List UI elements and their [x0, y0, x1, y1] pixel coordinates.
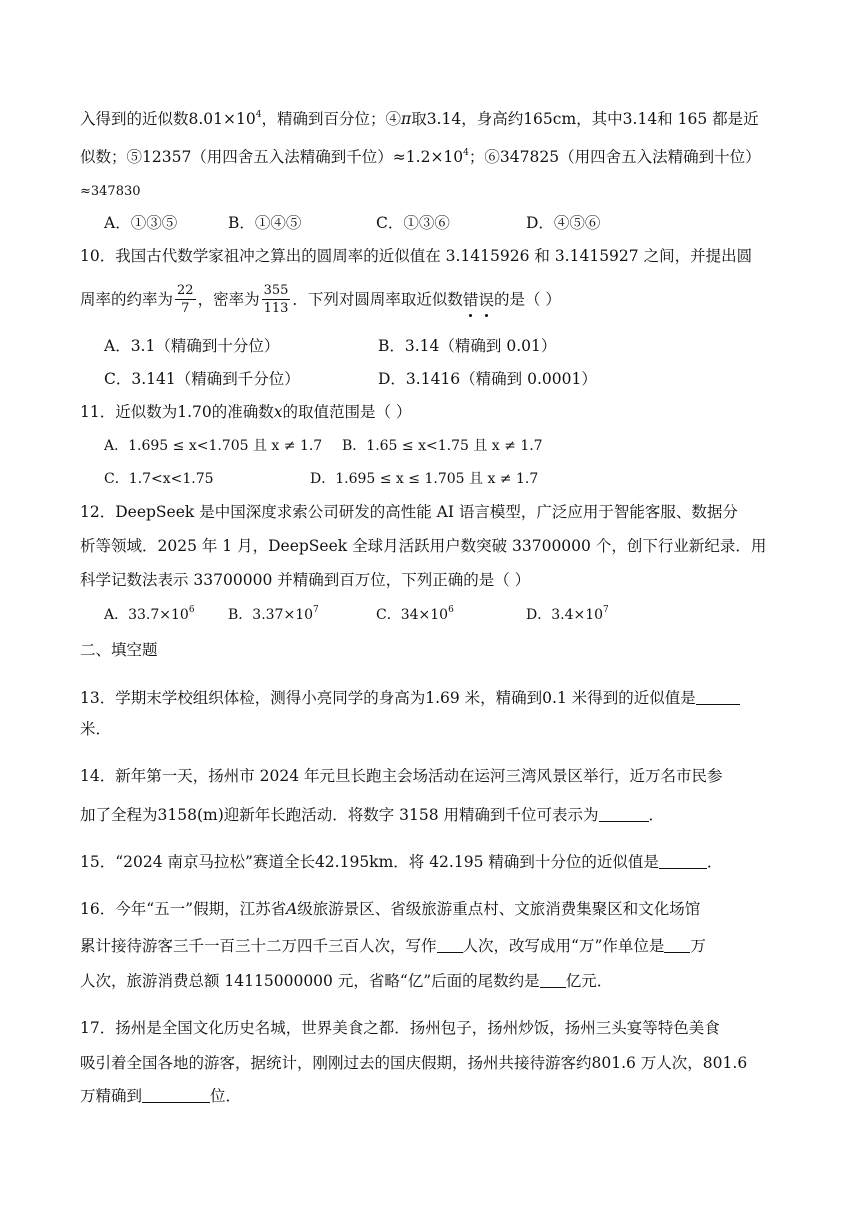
q10-text: 周率的约率为	[80, 290, 174, 309]
emphasis-char: 错	[462, 290, 479, 309]
q9-line-3: ≈347830	[80, 184, 141, 199]
answer-blank[interactable]	[540, 973, 566, 988]
option-label: B．3.37×10	[228, 607, 314, 623]
variable-x: x	[273, 403, 283, 421]
q16-text: 16．今年“五一”假期，江苏省	[80, 900, 287, 918]
q12-line-3: 科学记数法表示 33700000 并精确到百万位，下列正确的是（ ）	[80, 571, 531, 589]
q10-text: ，密率为	[197, 290, 260, 309]
q14-text: ．	[648, 806, 665, 824]
q9-text: ，精确到百分位；④	[261, 110, 401, 128]
q10-option-d: D．3.1416（精确到 0.0001）	[378, 370, 597, 388]
q10-text: ．下列对圆周率取近似数	[292, 290, 463, 309]
option-exponent: 7	[313, 605, 319, 615]
fraction-22-7	[175, 282, 196, 317]
q10-option-a: A．3.1（精确到十分位）	[104, 337, 280, 355]
q9-line-1	[80, 108, 759, 130]
answer-blank[interactable]	[599, 807, 649, 822]
q11-text: 11．近似数为1.70的准确数	[80, 403, 274, 421]
q11-option-b: B．1.65 ≤ x<1.75 且 x ≠ 1.7	[342, 438, 543, 454]
q16-line-1	[80, 898, 700, 920]
fraction-denominator: 113	[263, 301, 289, 316]
q9-option-b: B．①④⑤	[228, 214, 302, 232]
q17-line-2: 吸引着全国各地的游客，据统计，刚刚过去的国庆假期，扬州共接待游客约801.6 万人次，801.6	[80, 1054, 748, 1072]
q12-option-d	[526, 604, 609, 626]
q12-line-1: 12．DeepSeek 是中国深度求索公司研发的高性能 AI 语言模型，广泛应用于智能客服、数据分	[80, 503, 738, 521]
q9-option-a: A．①③⑤	[104, 214, 178, 232]
q13-line-2: 米．	[80, 720, 112, 738]
q9-exponent: 4	[463, 148, 469, 158]
q10-text: 的是（ ）	[493, 290, 561, 309]
q10-option-b: B．3.14（精确到 0.01）	[378, 337, 557, 355]
q13-line-1	[80, 687, 740, 709]
section-heading: 二、填空题	[80, 641, 158, 659]
q10-line-1: 10．我国古代数学家祖冲之算出的圆周率的近似值在 3.1415926 和 3.1415927 之间，并提出圆	[80, 247, 753, 265]
option-exponent: 6	[188, 605, 195, 615]
q16-text: 级旅游景区、省级旅游重点村、文旅消费集聚区和文化场馆	[297, 900, 701, 918]
q16-text: 万	[690, 937, 706, 955]
q11-text: 的取值范围是（ ）	[282, 403, 412, 421]
q9-number: 8.01×10	[188, 110, 256, 128]
q16-text: 亿元．	[565, 972, 613, 990]
option-exponent: 6	[448, 605, 454, 615]
q17-text: 位．	[210, 1087, 242, 1105]
q14-text: 加了全程为3158(m)迎新年长跑活动．将数字 3158 用精确到千位可表示为	[80, 806, 599, 824]
q15-text: ．	[706, 853, 723, 871]
answer-blank[interactable]	[696, 690, 740, 705]
q16-line-2	[80, 935, 706, 957]
q9-text: 似数；⑤12357（用四舍五入法精确到千位）≈1.2×10	[80, 148, 464, 166]
q11-stem	[80, 401, 411, 423]
q10-line-2	[80, 283, 561, 318]
q9-text: 入得到的近似数	[80, 110, 189, 128]
q11-option-a: A．1.695 ≤ x<1.705 且 x ≠ 1.7	[104, 438, 323, 454]
q17-text: 万精确到	[80, 1087, 143, 1105]
q16-text: 累计接待游客三千一百三十二万四千三百人次，写作	[80, 937, 437, 955]
answer-blank[interactable]	[664, 938, 690, 953]
q9-text: 取3.14，身高约165cm，其中3.14和 165 都是近	[411, 110, 759, 128]
option-label: A．33.7×10	[104, 607, 189, 623]
q15-line	[80, 851, 722, 873]
fraction-355-113	[262, 282, 291, 317]
fraction-numerator: 355	[263, 283, 289, 298]
q12-line-2: 析等领域．2025 年 1 月，DeepSeek 全球月活跃用户数突破 33700000 个，创下行业新纪录．用	[80, 537, 767, 555]
variable-a: A	[286, 900, 298, 918]
pi-symbol: π	[401, 110, 412, 128]
q13-text: 13．学期末学校组织体检，测得小亮同学的身高为1.69 米，精确到0.1 米得到的近似值是	[80, 689, 696, 707]
q9-line-2	[80, 146, 761, 168]
q9-exponent: 4	[255, 110, 262, 120]
fraction-numerator: 22	[177, 283, 194, 298]
q11-option-d: D．1.695 ≤ x ≤ 1.705 且 x ≠ 1.7	[310, 471, 539, 487]
emphasis-char: 误	[478, 290, 494, 309]
q14-line-1: 14．新年第一天，扬州市 2024 年元旦长跑主会场活动在运河三湾风景区举行，近万名市民参	[80, 767, 723, 785]
q17-line-3	[80, 1085, 241, 1107]
q10-option-c: C．3.141（精确到千分位）	[104, 370, 300, 388]
q16-text: 人次，旅游消费总额 14115000000 元，省略“亿”后面的尾数约是	[80, 972, 540, 990]
q14-line-2	[80, 804, 664, 826]
option-exponent: 7	[603, 605, 609, 615]
q12-option-c	[376, 604, 454, 626]
q15-text: 15．“2024 南京马拉松”赛道全长42.195km．将 42.195 精确到十分位的近似值是	[80, 853, 659, 871]
q9-option-d: D．④⑤⑥	[526, 214, 601, 232]
fraction-denominator: 7	[181, 301, 190, 316]
option-label: D．3.4×10	[526, 607, 604, 623]
q12-option-a	[104, 604, 195, 626]
option-label: C．34×10	[376, 607, 449, 623]
answer-blank[interactable]	[437, 938, 463, 953]
q17-line-1: 17．扬州是全国文化历史名城，世界美食之都．扬州包子，扬州炒饭，扬州三头宴等特色美食	[80, 1019, 720, 1037]
q11-option-c: C．1.7<x<1.75	[104, 471, 214, 487]
q9-text: ；⑥347825（用四舍五入法精确到十位）	[468, 148, 761, 166]
q12-option-b	[228, 604, 319, 626]
answer-blank[interactable]	[142, 1088, 210, 1103]
answer-blank[interactable]	[659, 854, 707, 869]
q9-option-c: C．①③⑥	[376, 214, 450, 232]
q16-line-3	[80, 970, 612, 992]
q16-text: 人次，改写成用“万”作单位是	[462, 937, 665, 955]
